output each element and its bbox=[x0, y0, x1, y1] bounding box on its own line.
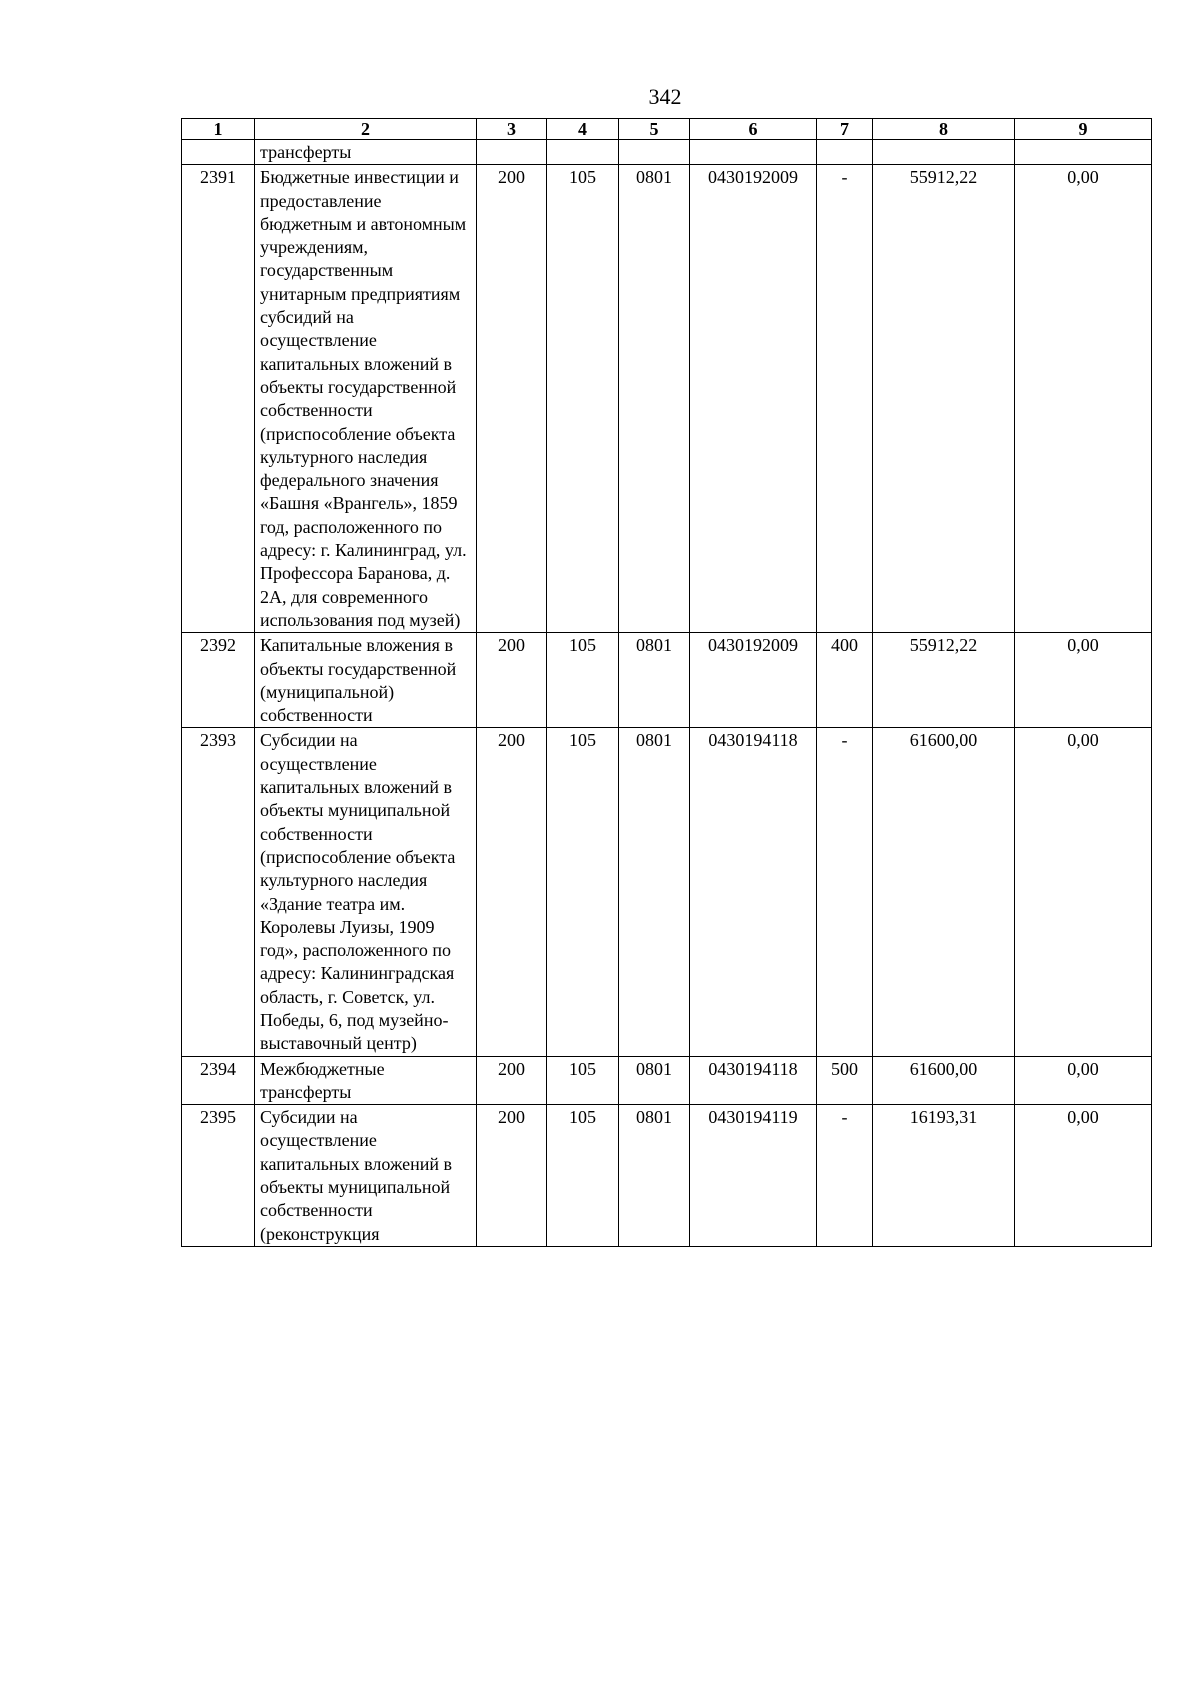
cell-col5: 0801 bbox=[619, 728, 690, 1056]
cell-col4: 105 bbox=[547, 1105, 619, 1247]
row-name: Бюджетные инвестиции и предоставление бюджетным и автономным учреждениям, государственным унитарным предприятиям субсидий на осуществление капитальных вложений в объекты государственной собственности (приспособление объекта культурного наследия федерального значения «Башня «Врангель», 1859 год, расположенного по адресу: г. Калининград, ул. Профессора Баранова, д. 2А, для современного использования под музей) bbox=[255, 165, 477, 633]
column-header-4: 4 bbox=[547, 119, 619, 140]
cell-col3: 200 bbox=[477, 728, 547, 1056]
row-number: 2391 bbox=[182, 165, 255, 633]
cell-col8: 61600,00 bbox=[873, 1056, 1015, 1105]
column-header-2: 2 bbox=[255, 119, 477, 140]
cell-col9: 0,00 bbox=[1015, 1105, 1152, 1247]
cell-col3: 200 bbox=[477, 633, 547, 728]
column-header-6: 6 bbox=[690, 119, 817, 140]
cell-col9: 0,00 bbox=[1015, 728, 1152, 1056]
continuation-row bbox=[182, 140, 1152, 165]
row-name: Капитальные вложения в объекты государственной (муниципальной) собственности bbox=[255, 633, 477, 728]
table-row bbox=[182, 165, 1152, 633]
cell-col3: 200 bbox=[477, 1056, 547, 1105]
row-name: Межбюджетные трансферты bbox=[255, 1056, 477, 1105]
cell-col6: 0430192009 bbox=[690, 165, 817, 633]
row-number: 2395 bbox=[182, 1105, 255, 1247]
cell-col8: 61600,00 bbox=[873, 728, 1015, 1056]
table-row bbox=[182, 728, 1152, 1056]
row-name: Субсидии на осуществление капитальных вложений в объекты муниципальной собственности (приспособление объекта культурного наследия «Здание театра им. Королевы Луизы, 1909 год», расположенного по адресу: Калининградская область, г. Советск, ул. Победы, 6, под музейно-выставочный центр) bbox=[255, 728, 477, 1056]
row-number: 2392 bbox=[182, 633, 255, 728]
cell-num bbox=[182, 140, 255, 165]
cell-col3: 200 bbox=[477, 165, 547, 633]
header-row bbox=[182, 119, 1152, 140]
cell-col7: - bbox=[817, 728, 873, 1056]
cell-col4: 105 bbox=[547, 728, 619, 1056]
cell-col9: 0,00 bbox=[1015, 1056, 1152, 1105]
cell-col4: 105 bbox=[547, 165, 619, 633]
column-header-8: 8 bbox=[873, 119, 1015, 140]
column-header-1: 1 bbox=[182, 119, 255, 140]
cell-col5: 0801 bbox=[619, 165, 690, 633]
cell-col4: 105 bbox=[547, 633, 619, 728]
cell-col5: 0801 bbox=[619, 633, 690, 728]
column-header-3: 3 bbox=[477, 119, 547, 140]
continuation-text: трансферты bbox=[255, 140, 477, 165]
cell-col5: 0801 bbox=[619, 1056, 690, 1105]
cell-col6: 0430194119 bbox=[690, 1105, 817, 1247]
column-header-9: 9 bbox=[1015, 119, 1152, 140]
cell-col7: - bbox=[817, 165, 873, 633]
cell-col9: 0,00 bbox=[1015, 633, 1152, 728]
table-row bbox=[182, 1105, 1152, 1247]
column-header-7: 7 bbox=[817, 119, 873, 140]
cell-col6: 0430194118 bbox=[690, 1056, 817, 1105]
row-name: Субсидии на осуществление капитальных вложений в объекты муниципальной собственности (реконструкция bbox=[255, 1105, 477, 1247]
cell-col3: 200 bbox=[477, 1105, 547, 1247]
cell-col7: 500 bbox=[817, 1056, 873, 1105]
cell-col8: 16193,31 bbox=[873, 1105, 1015, 1247]
row-number: 2394 bbox=[182, 1056, 255, 1105]
cell-col4: 105 bbox=[547, 1056, 619, 1105]
cell-col7: 400 bbox=[817, 633, 873, 728]
cell-col8: 55912,22 bbox=[873, 165, 1015, 633]
budget-table bbox=[181, 118, 1152, 1247]
cell-col6: 0430192009 bbox=[690, 633, 817, 728]
cell-col6: 0430194118 bbox=[690, 728, 817, 1056]
column-header-5: 5 bbox=[619, 119, 690, 140]
cell-col8: 55912,22 bbox=[873, 633, 1015, 728]
table-row bbox=[182, 1056, 1152, 1105]
cell-col7: - bbox=[817, 1105, 873, 1247]
row-number: 2393 bbox=[182, 728, 255, 1056]
table-row bbox=[182, 633, 1152, 728]
cell-col9: 0,00 bbox=[1015, 165, 1152, 633]
cell-col5: 0801 bbox=[619, 1105, 690, 1247]
page-number: 342 bbox=[648, 84, 682, 109]
